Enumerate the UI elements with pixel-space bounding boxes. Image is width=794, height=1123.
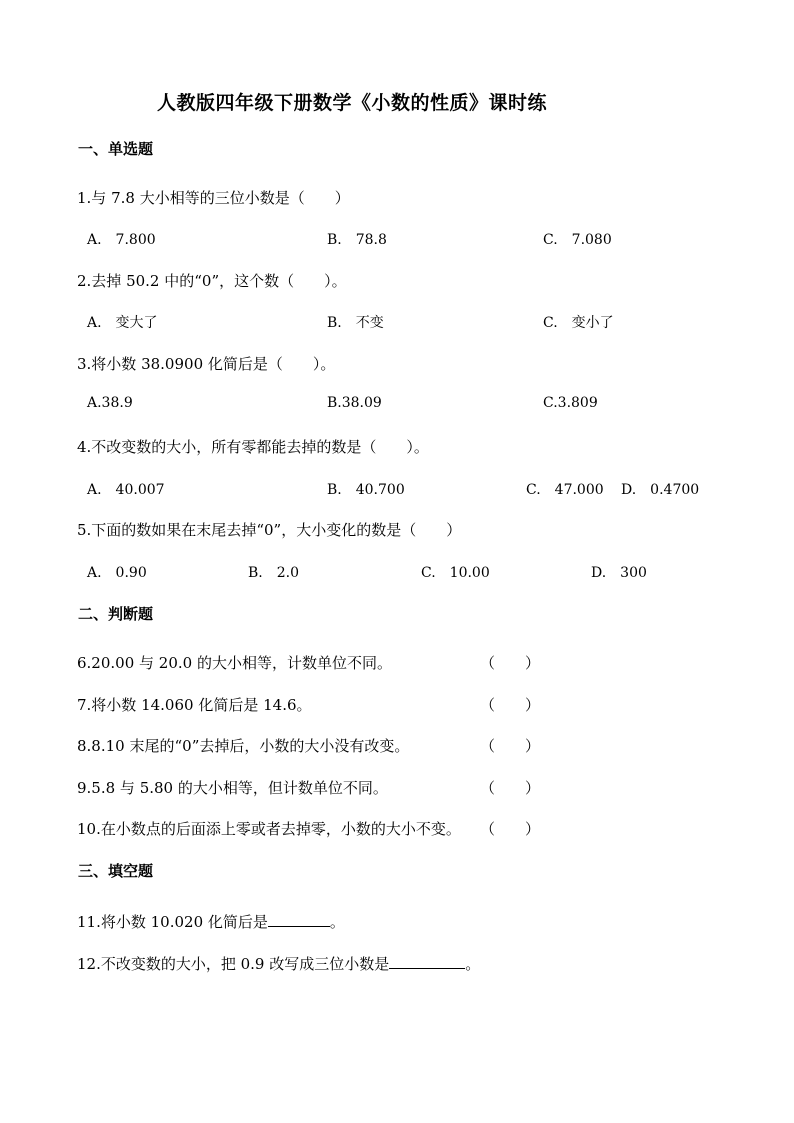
question-11-text: 11.将小数 10.020 化简后是 bbox=[77, 913, 268, 931]
question-11 bbox=[77, 911, 345, 932]
option-5d: D. 300 bbox=[591, 565, 647, 581]
question-8: 8.8.10 末尾的“0”去掉后，小数的大小没有改变。 bbox=[77, 737, 410, 755]
question-2: 2.去掉 50.2 中的“0”，这个数（ ）。 bbox=[77, 272, 347, 290]
option-1b: B. 78.8 bbox=[327, 232, 387, 248]
question-7: 7.将小数 14.060 化简后是 14.6。 bbox=[77, 696, 312, 714]
section-heading-fill-blank: 三、填空题 bbox=[78, 862, 154, 880]
option-4b: B. 40.700 bbox=[327, 482, 405, 498]
question-11-end: 。 bbox=[329, 913, 345, 931]
option-5b: B. 2.0 bbox=[248, 565, 300, 581]
option-2b: B. 不变 bbox=[327, 315, 384, 331]
option-4a: A. 40.007 bbox=[87, 482, 165, 498]
question-12-end: 。 bbox=[465, 955, 481, 973]
option-4c: C. 47.000 bbox=[526, 482, 604, 498]
option-2c: C. 变小了 bbox=[543, 315, 614, 331]
question-5: 5.下面的数如果在末尾去掉“0”，大小变化的数是（ ） bbox=[77, 521, 462, 539]
question-12 bbox=[77, 953, 480, 974]
question-10: 10.在小数点的后面添上零或者去掉零，小数的大小不变。 bbox=[77, 820, 461, 838]
question-1: 1.与 7.8 大小相等的三位小数是（ ） bbox=[77, 189, 350, 207]
question-3: 3.将小数 38.0900 化简后是（ ）。 bbox=[77, 355, 336, 373]
option-4d: D. 0.4700 bbox=[621, 482, 700, 498]
answer-paren-10: （ ） bbox=[480, 820, 541, 838]
answer-blank-12[interactable] bbox=[389, 954, 465, 969]
question-12-text: 12.不改变数的大小，把 0.9 改写成三位小数是 bbox=[77, 955, 390, 973]
answer-paren-7: （ ） bbox=[480, 696, 541, 714]
answer-paren-8: （ ） bbox=[480, 737, 541, 755]
option-3b: B.38.09 bbox=[327, 395, 382, 411]
option-2a: A. 变大了 bbox=[87, 315, 158, 331]
section-heading-true-false: 二、判断题 bbox=[78, 605, 154, 623]
question-4: 4.不改变数的大小，所有零都能去掉的数是（ ）。 bbox=[77, 438, 429, 456]
option-1a: A. 7.800 bbox=[87, 232, 156, 248]
option-5c: C. 10.00 bbox=[421, 565, 490, 581]
option-5a: A. 0.90 bbox=[87, 565, 147, 581]
option-3a: A.38.9 bbox=[87, 395, 133, 411]
option-3c: C.3.809 bbox=[543, 395, 598, 411]
page-title: 人教版四年级下册数学《小数的性质》课时练 bbox=[157, 92, 548, 114]
section-heading-single-choice: 一、单选题 bbox=[78, 140, 154, 158]
answer-paren-6: （ ） bbox=[480, 654, 541, 672]
option-1c: C. 7.080 bbox=[543, 232, 612, 248]
question-6: 6.20.00 与 20.0 的大小相等，计数单位不同。 bbox=[77, 654, 392, 672]
answer-blank-11[interactable] bbox=[268, 912, 330, 927]
question-9: 9.5.8 与 5.80 的大小相等，但计数单位不同。 bbox=[77, 779, 388, 797]
answer-paren-9: （ ） bbox=[480, 779, 541, 797]
